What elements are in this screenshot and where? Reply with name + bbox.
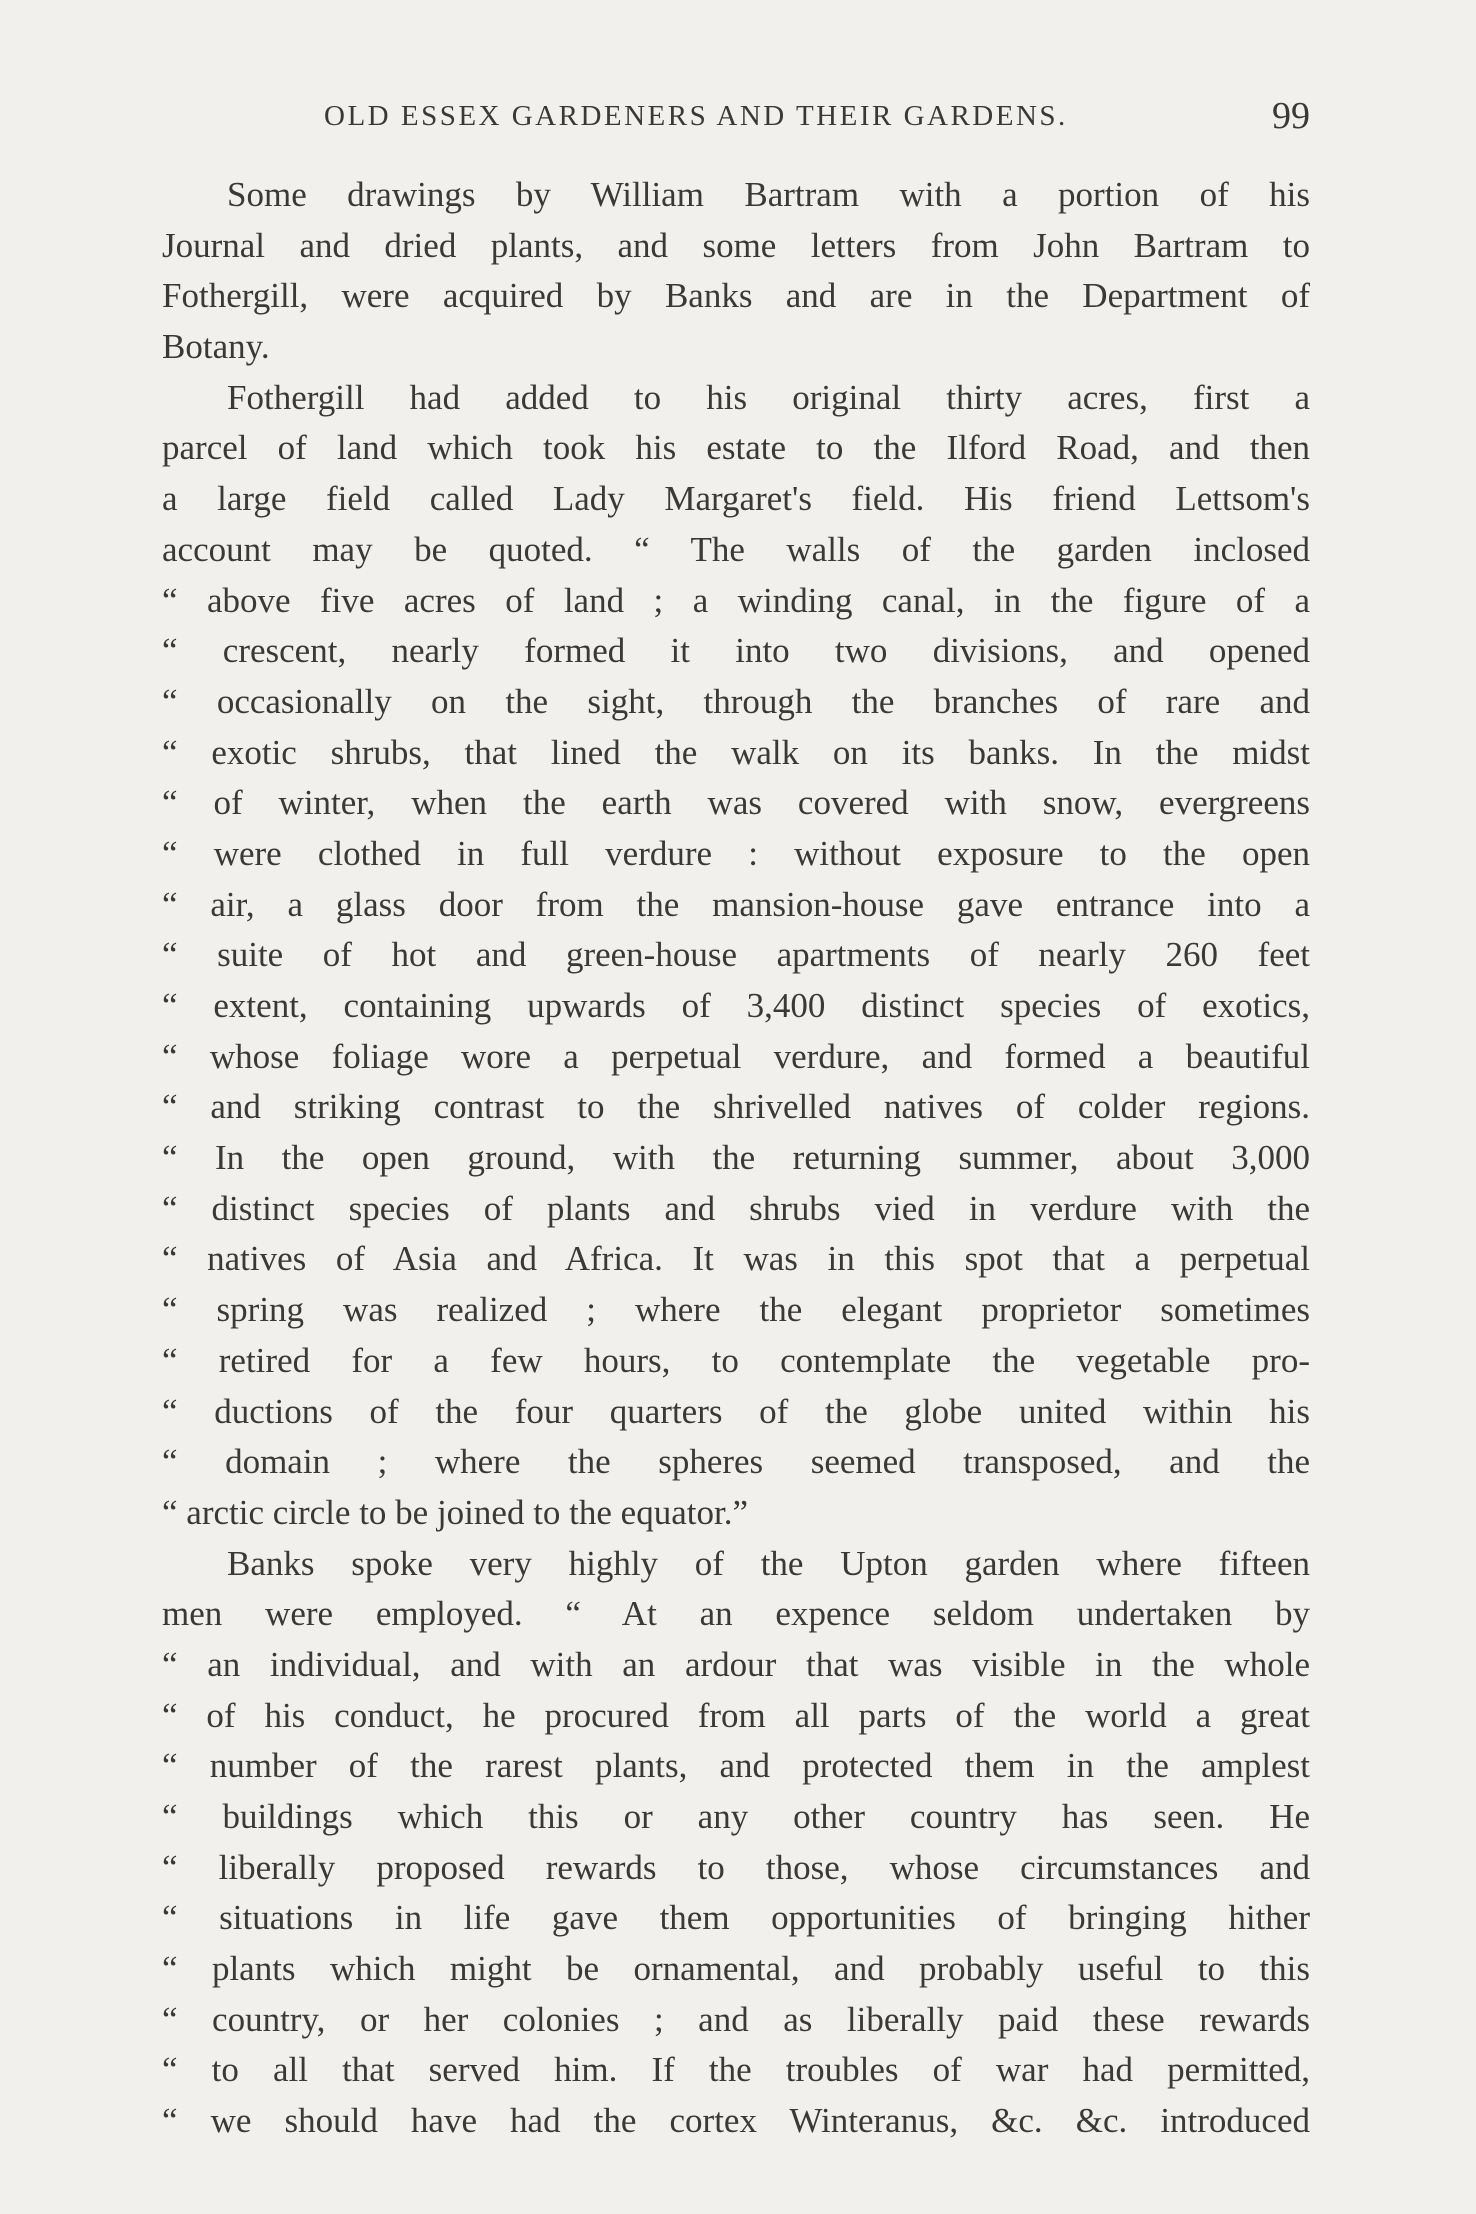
text-line: “ natives of Asia and Africa. It was in this spot that a perpetual: [162, 1239, 1310, 1279]
text-line: Journal and dried plants, and some letters from John Bartram to: [162, 225, 1310, 265]
text-line: “ whose foliage wore a perpetual verdure, and formed a beautiful: [162, 1036, 1310, 1076]
text-line: “ liberally proposed rewards to those, whose circumstances and: [162, 1847, 1310, 1887]
text-line: “ spring was realized ; where the elegant proprietor sometimes: [162, 1290, 1310, 1330]
text-line: Botany.: [162, 327, 270, 367]
running-head: [162, 88, 1310, 144]
text-line: “ ductions of the four quarters of the globe united within his: [162, 1391, 1310, 1431]
text-line: “ were clothed in full verdure : without exposure to the open: [162, 833, 1310, 873]
text-line: men were employed. “ At an expence seldom undertaken by: [162, 1594, 1310, 1634]
text-line: “ distinct species of plants and shrubs vied in verdure with the: [162, 1188, 1310, 1228]
text-line: “ plants which might be ornamental, and probably useful to this: [162, 1949, 1310, 1989]
text-line: “ of winter, when the earth was covered with snow, evergreens: [162, 783, 1310, 823]
text-line: account may be quoted. “ The walls of the garden inclosed: [162, 529, 1310, 569]
text-line: “ arctic circle to be joined to the equator.”: [162, 1492, 748, 1532]
text-line: “ an individual, and with an ardour that was visible in the whole: [162, 1644, 1310, 1684]
text-line: “ situations in life gave them opportunities of bringing hither: [162, 1898, 1310, 1938]
text-line: a large field called Lady Margaret's field. His friend Lettsom's: [162, 479, 1310, 519]
text-line: “ number of the rarest plants, and protected them in the amplest: [162, 1746, 1310, 1786]
text-line: “ extent, containing upwards of 3,400 distinct species of exotics,: [162, 986, 1310, 1025]
text-line: “ occasionally on the sight, through the branches of rare and: [162, 681, 1310, 721]
text-line: Some drawings by William Bartram with a portion of his: [227, 175, 1310, 214]
text-line: “ air, a glass door from the mansion-house gave entrance into a: [162, 884, 1310, 924]
text-line: Fothergill had added to his original thirty acres, first a: [227, 377, 1310, 417]
text-line: “ exotic shrubs, that lined the walk on its banks. In the midst: [162, 732, 1310, 772]
text-line: “ retired for a few hours, to contemplate the vegetable pro-: [162, 1340, 1310, 1380]
text-line: “ crescent, nearly formed it into two divisions, and opened: [162, 631, 1310, 671]
text-line: “ of his conduct, he procured from all parts of the world a great: [162, 1695, 1310, 1735]
text-line: Fothergill, were acquired by Banks and are in the Department of: [162, 276, 1310, 316]
text-line: “ and striking contrast to the shrivelled natives of colder regions.: [162, 1087, 1310, 1127]
body-text: [162, 170, 1310, 2147]
page-number: 99: [1272, 95, 1310, 137]
text-line: “ buildings which this or any other country has seen. He: [162, 1797, 1310, 1836]
text-line: parcel of land which took his estate to the Ilford Road, and then: [162, 428, 1310, 468]
text-line: “ above five acres of land ; a winding canal, in the figure of a: [162, 580, 1310, 620]
text-line: “ to all that served him. If the troubles of war had permitted,: [162, 2050, 1310, 2090]
running-title: OLD ESSEX GARDENERS AND THEIR GARDENS.: [324, 100, 1068, 132]
text-line: “ domain ; where the spheres seemed transposed, and the: [162, 1442, 1310, 1482]
text-line: “ In the open ground, with the returning summer, about 3,000: [162, 1138, 1310, 1178]
text-line: “ suite of hot and green-house apartments of nearly 260 feet: [162, 935, 1310, 975]
text-line: “ country, or her colonies ; and as liberally paid these rewards: [162, 1999, 1310, 2039]
text-line: Banks spoke very highly of the Upton garden where fifteen: [227, 1543, 1310, 1583]
text-line: “ we should have had the cortex Winteranus, &c. &c. introduced: [162, 2101, 1310, 2141]
